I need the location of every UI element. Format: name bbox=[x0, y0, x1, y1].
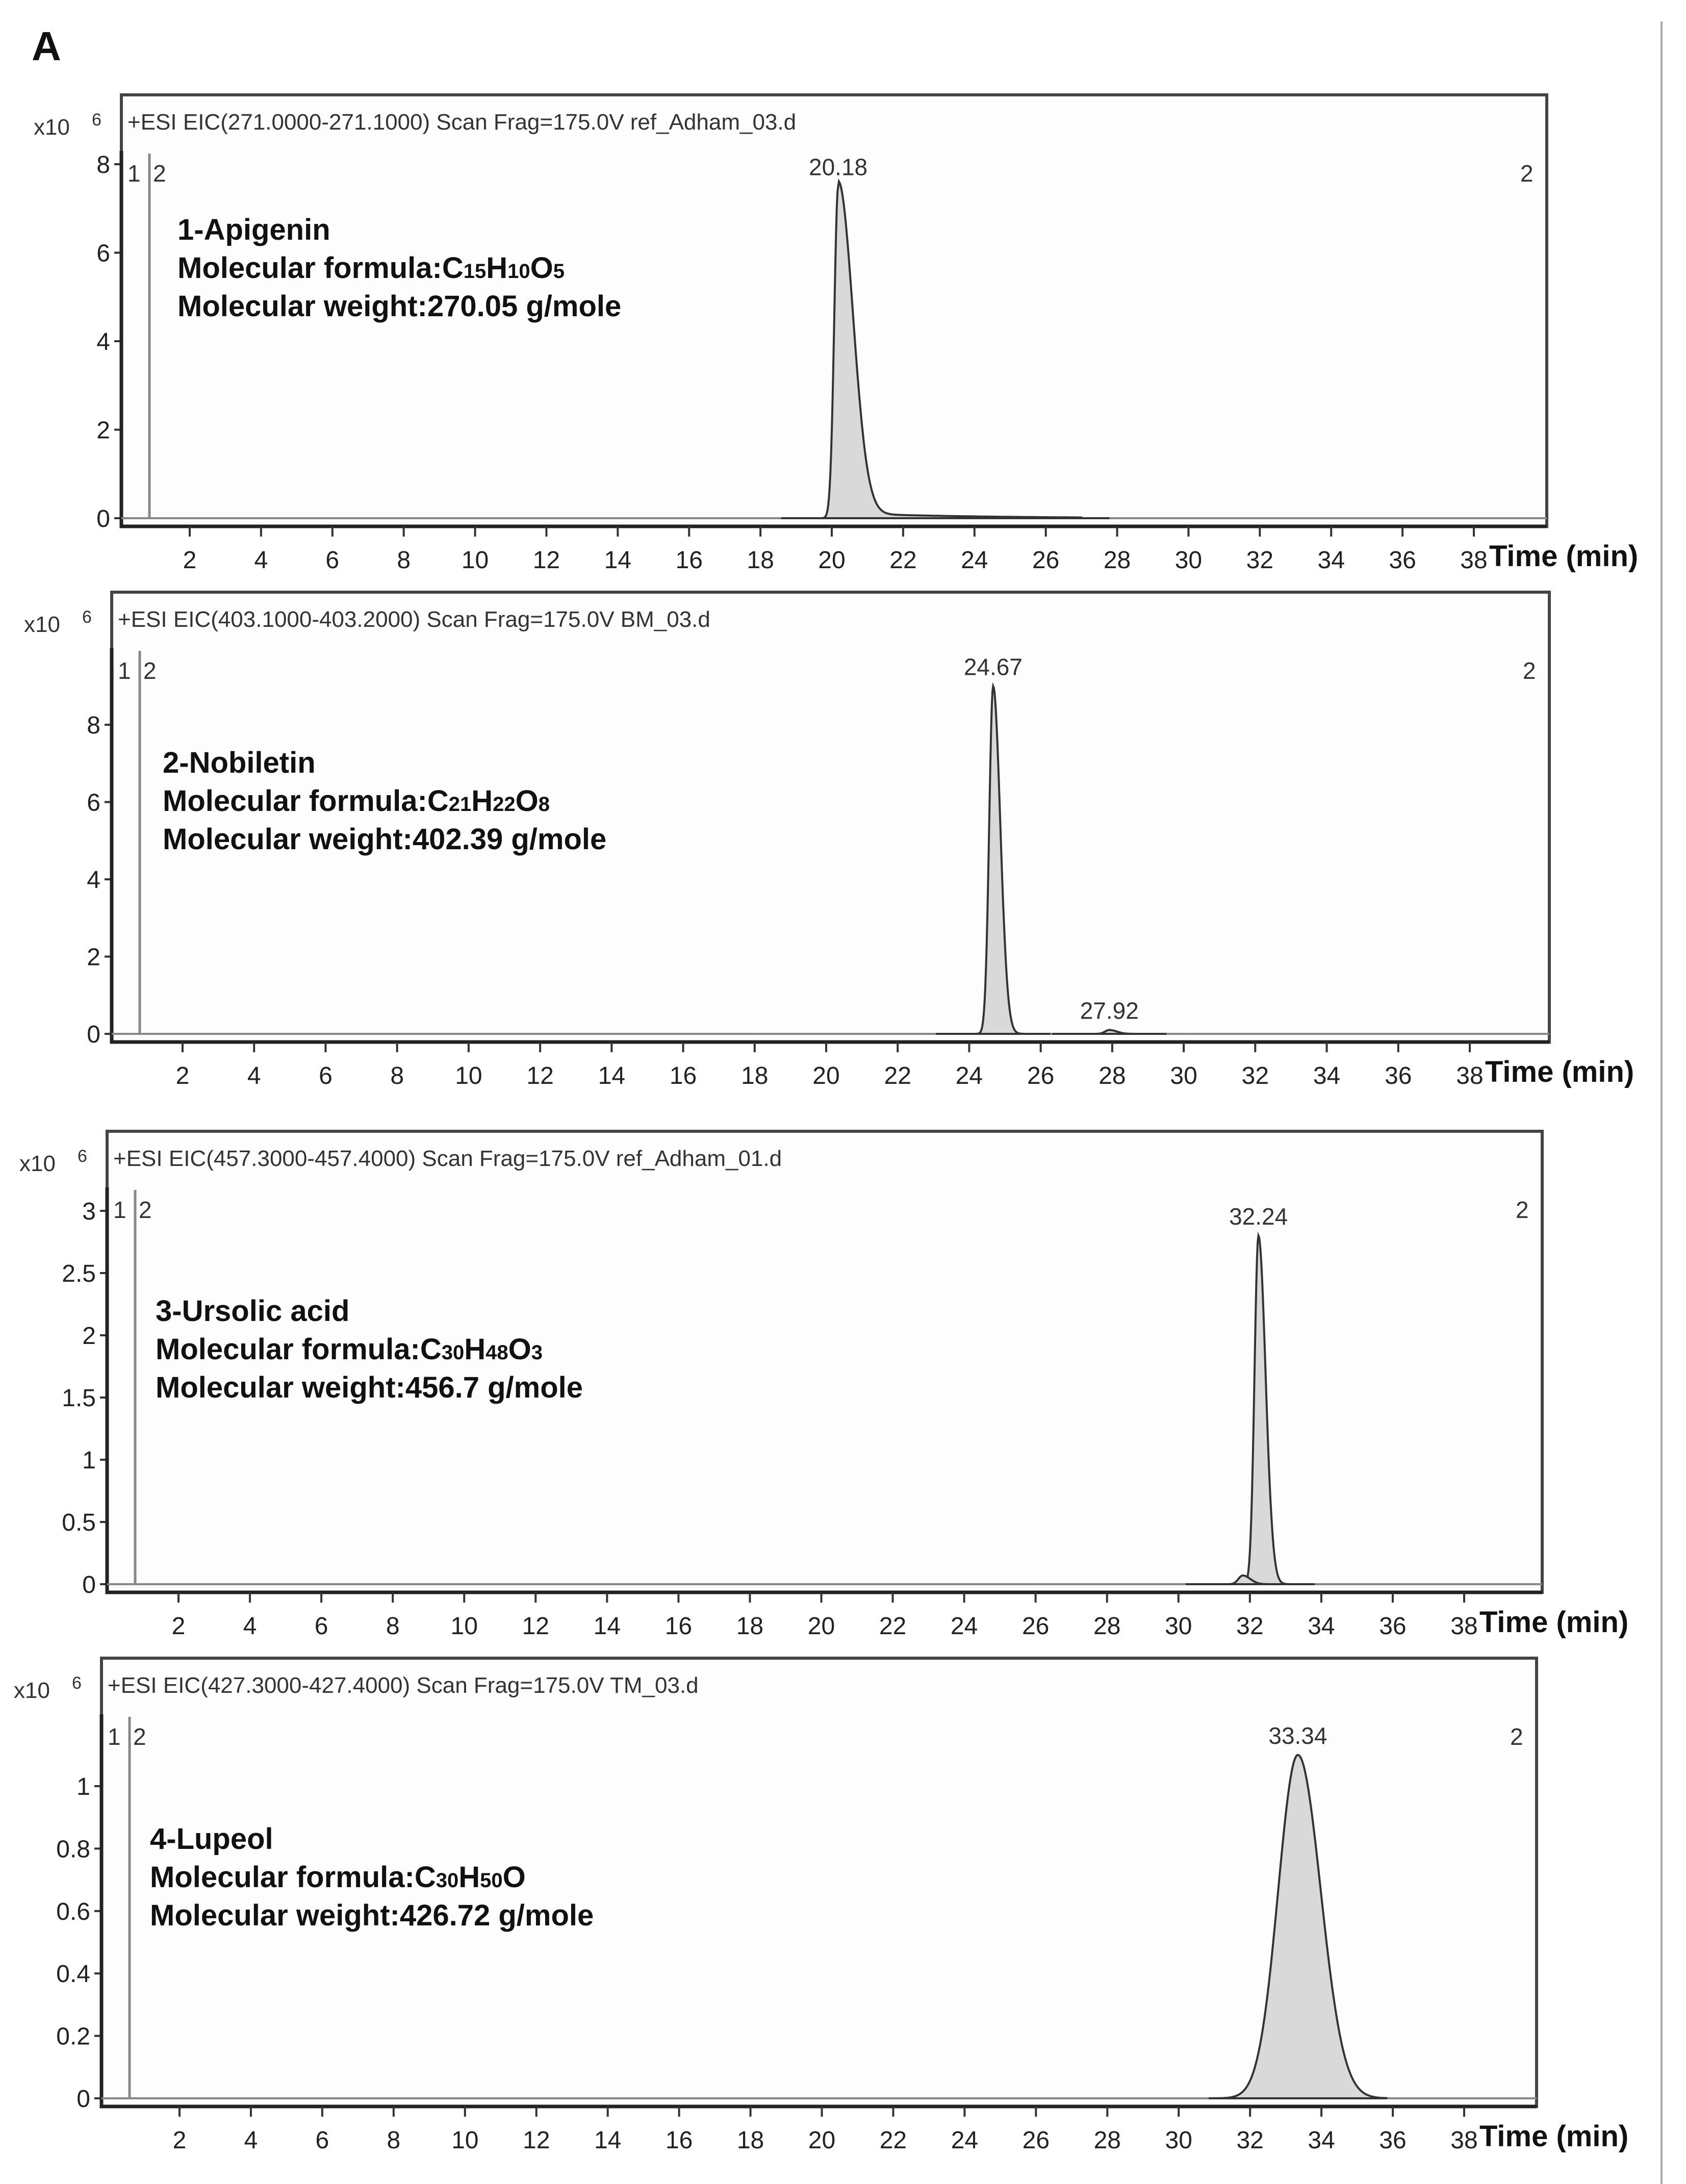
x-tick-label: 36 bbox=[1385, 1062, 1412, 1089]
marker-2-right: 2 bbox=[1520, 160, 1534, 187]
y-tick-label: 1 bbox=[76, 1773, 90, 1800]
x-tick-label: 28 bbox=[1093, 1613, 1121, 1640]
y-scale-exponent: 6 bbox=[92, 110, 101, 130]
x-tick-label: 30 bbox=[1174, 547, 1203, 574]
marker-1: 1 bbox=[118, 657, 131, 684]
chromatogram-panel-1 bbox=[34, 95, 1638, 574]
y-tick-label: 8 bbox=[87, 712, 100, 739]
x-tick-label: 20 bbox=[808, 2127, 836, 2154]
compound-name: 2-Nobiletin bbox=[163, 746, 316, 779]
x-tick-label: 6 bbox=[315, 2127, 329, 2154]
x-tick-label: 32 bbox=[1246, 547, 1274, 574]
y-tick-label: 3 bbox=[82, 1198, 96, 1225]
peak-rt-label: 24.67 bbox=[963, 653, 1023, 680]
x-tick-label: 18 bbox=[736, 1613, 764, 1640]
y-tick-label: 6 bbox=[96, 240, 110, 267]
molecular-formula: Molecular formula:C15H10O5 bbox=[177, 251, 565, 285]
y-tick-label: 2.5 bbox=[62, 1260, 96, 1287]
y-scale-label: x10 bbox=[34, 115, 70, 140]
x-tick-label: 32 bbox=[1236, 2127, 1264, 2154]
x-tick-label: 26 bbox=[1022, 2127, 1050, 2154]
x-axis-label: Time (min) bbox=[1489, 540, 1639, 573]
panel-letter: A bbox=[32, 23, 61, 69]
eic-header: +ESI EIC(427.3000-427.4000) Scan Frag=175.0V TM_03.d bbox=[108, 1673, 699, 1698]
x-tick-label: 22 bbox=[884, 1062, 911, 1089]
marker-2-right: 2 bbox=[1523, 657, 1536, 684]
x-tick-label: 34 bbox=[1313, 1062, 1341, 1089]
y-tick-label: 0.5 bbox=[62, 1509, 96, 1536]
y-scale-label: x10 bbox=[14, 1678, 50, 1703]
x-tick-label: 2 bbox=[175, 1062, 190, 1089]
molecular-weight: Molecular weight:270.05 g/mole bbox=[177, 290, 622, 323]
molecular-formula: Molecular formula:C21H22O8 bbox=[163, 784, 550, 818]
x-tick-label: 34 bbox=[1317, 547, 1345, 574]
y-tick-label: 0 bbox=[87, 1021, 100, 1048]
y-scale-label: x10 bbox=[24, 612, 60, 637]
marker-1: 1 bbox=[113, 1197, 126, 1223]
marker-1: 1 bbox=[108, 1723, 121, 1750]
peak-rt-label: 27.92 bbox=[1080, 997, 1139, 1024]
compound-name: 3-Ursolic acid bbox=[156, 1294, 350, 1328]
compound-name: 1-Apigenin bbox=[177, 213, 330, 246]
x-tick-label: 10 bbox=[455, 1062, 482, 1089]
x-tick-label: 4 bbox=[254, 547, 268, 574]
y-scale-label: x10 bbox=[19, 1151, 56, 1176]
x-tick-label: 22 bbox=[889, 547, 917, 574]
x-tick-label: 12 bbox=[523, 2127, 550, 2154]
x-tick-label: 24 bbox=[955, 1062, 983, 1089]
x-tick-label: 10 bbox=[450, 1613, 478, 1640]
chromatogram-panel-2 bbox=[24, 592, 1634, 1089]
x-tick-label: 38 bbox=[1456, 1062, 1484, 1089]
x-tick-label: 6 bbox=[325, 547, 340, 574]
y-scale-exponent: 6 bbox=[82, 607, 92, 627]
x-tick-label: 12 bbox=[526, 1062, 554, 1089]
x-tick-label: 16 bbox=[665, 1613, 693, 1640]
x-tick-label: 10 bbox=[451, 2127, 479, 2154]
x-tick-label: 2 bbox=[171, 1613, 186, 1640]
x-tick-label: 20 bbox=[818, 547, 846, 574]
y-tick-label: 4 bbox=[96, 328, 110, 355]
x-tick-label: 30 bbox=[1165, 2127, 1192, 2154]
x-tick-label: 4 bbox=[243, 1613, 257, 1640]
y-tick-label: 0.6 bbox=[56, 1898, 90, 1925]
x-tick-label: 32 bbox=[1241, 1062, 1269, 1089]
x-axis-label: Time (min) bbox=[1479, 1606, 1629, 1639]
x-tick-label: 28 bbox=[1099, 1062, 1126, 1089]
marker-2: 2 bbox=[153, 160, 166, 187]
y-tick-label: 0 bbox=[82, 1571, 96, 1598]
y-tick-label: 1 bbox=[82, 1447, 96, 1474]
x-tick-label: 4 bbox=[244, 2127, 258, 2154]
x-tick-label: 18 bbox=[747, 547, 774, 574]
y-tick-label: 8 bbox=[96, 151, 110, 179]
x-tick-label: 16 bbox=[675, 547, 703, 574]
x-tick-label: 6 bbox=[319, 1062, 333, 1089]
molecular-weight: Molecular weight:456.7 g/mole bbox=[156, 1371, 583, 1404]
marker-2: 2 bbox=[133, 1723, 146, 1750]
x-tick-label: 8 bbox=[387, 2127, 401, 2154]
molecular-weight: Molecular weight:402.39 g/mole bbox=[163, 823, 607, 856]
x-tick-label: 28 bbox=[1093, 2127, 1121, 2154]
x-tick-label: 36 bbox=[1379, 1613, 1407, 1640]
marker-1: 1 bbox=[127, 160, 141, 187]
y-scale-exponent: 6 bbox=[72, 1673, 82, 1693]
marker-2: 2 bbox=[143, 657, 157, 684]
x-tick-label: 26 bbox=[1032, 547, 1060, 574]
eic-header: +ESI EIC(457.3000-457.4000) Scan Frag=175.0V ref_Adham_01.d bbox=[113, 1146, 782, 1171]
y-tick-label: 1.5 bbox=[62, 1385, 96, 1412]
marker-2: 2 bbox=[139, 1197, 152, 1223]
x-tick-label: 34 bbox=[1308, 2127, 1335, 2154]
y-tick-label: 6 bbox=[87, 789, 100, 817]
eic-header: +ESI EIC(271.0000-271.1000) Scan Frag=175.0V ref_Adham_03.d bbox=[127, 110, 797, 135]
x-tick-label: 30 bbox=[1165, 1613, 1192, 1640]
x-tick-label: 6 bbox=[314, 1613, 328, 1640]
x-tick-label: 4 bbox=[247, 1062, 261, 1089]
x-tick-label: 8 bbox=[390, 1062, 404, 1089]
y-scale-exponent: 6 bbox=[78, 1147, 87, 1166]
y-tick-label: 2 bbox=[82, 1323, 96, 1350]
x-tick-label: 26 bbox=[1021, 1613, 1050, 1640]
y-tick-label: 0 bbox=[76, 2086, 90, 2113]
x-tick-label: 14 bbox=[598, 1062, 626, 1089]
x-tick-label: 38 bbox=[1450, 1613, 1478, 1640]
x-tick-label: 2 bbox=[172, 2127, 187, 2154]
x-tick-label: 20 bbox=[812, 1062, 840, 1089]
eic-header: +ESI EIC(403.1000-403.2000) Scan Frag=175.0V BM_03.d bbox=[118, 607, 710, 632]
x-tick-label: 38 bbox=[1460, 547, 1488, 574]
x-tick-label: 8 bbox=[397, 547, 411, 574]
x-tick-label: 18 bbox=[741, 1062, 769, 1089]
x-tick-label: 22 bbox=[879, 1613, 907, 1640]
x-tick-label: 12 bbox=[522, 1613, 549, 1640]
compound-name: 4-Lupeol bbox=[150, 1822, 273, 1856]
peak-rt-label: 33.34 bbox=[1268, 1722, 1327, 1749]
marker-2-right: 2 bbox=[1516, 1197, 1529, 1223]
chromatogram-panel-4 bbox=[14, 1658, 1628, 2154]
x-tick-label: 16 bbox=[665, 2127, 693, 2154]
x-axis-label: Time (min) bbox=[1485, 1055, 1634, 1088]
y-tick-label: 4 bbox=[87, 867, 100, 894]
x-tick-label: 20 bbox=[807, 1613, 835, 1640]
molecular-formula: Molecular formula:C30H50O bbox=[150, 1861, 526, 1894]
peak-rt-label: 20.18 bbox=[809, 154, 868, 181]
y-tick-label: 0.8 bbox=[56, 1836, 90, 1863]
x-tick-label: 36 bbox=[1389, 547, 1416, 574]
peak-rt-label: 32.24 bbox=[1229, 1203, 1288, 1230]
x-tick-label: 14 bbox=[604, 547, 632, 574]
x-tick-label: 14 bbox=[594, 2127, 622, 2154]
chromatogram-panel-3 bbox=[19, 1131, 1628, 1640]
x-tick-label: 8 bbox=[386, 1613, 400, 1640]
x-axis-label: Time (min) bbox=[1479, 2120, 1629, 2153]
x-tick-label: 36 bbox=[1379, 2127, 1407, 2154]
molecular-formula: Molecular formula:C30H48O3 bbox=[156, 1333, 543, 1366]
x-tick-label: 26 bbox=[1027, 1062, 1055, 1089]
x-tick-label: 12 bbox=[532, 547, 560, 574]
x-tick-label: 24 bbox=[951, 2127, 979, 2154]
x-tick-label: 38 bbox=[1450, 2127, 1478, 2154]
x-tick-label: 28 bbox=[1103, 547, 1131, 574]
y-tick-label: 2 bbox=[96, 417, 110, 444]
y-tick-label: 0.4 bbox=[56, 1961, 90, 1988]
y-tick-label: 0.2 bbox=[56, 2023, 90, 2050]
x-tick-label: 24 bbox=[961, 547, 988, 574]
x-tick-label: 16 bbox=[669, 1062, 697, 1089]
marker-2-right: 2 bbox=[1510, 1723, 1523, 1750]
y-tick-label: 2 bbox=[87, 944, 100, 971]
x-tick-label: 14 bbox=[593, 1613, 621, 1640]
x-tick-label: 2 bbox=[183, 547, 197, 574]
y-tick-label: 0 bbox=[96, 505, 110, 532]
x-tick-label: 32 bbox=[1236, 1613, 1264, 1640]
x-tick-label: 18 bbox=[736, 2127, 764, 2154]
x-tick-label: 24 bbox=[950, 1613, 978, 1640]
x-tick-label: 22 bbox=[879, 2127, 907, 2154]
molecular-weight: Molecular weight:426.72 g/mole bbox=[150, 1899, 594, 1932]
x-tick-label: 34 bbox=[1308, 1613, 1335, 1640]
x-tick-label: 30 bbox=[1170, 1062, 1197, 1089]
x-tick-label: 10 bbox=[461, 547, 489, 574]
